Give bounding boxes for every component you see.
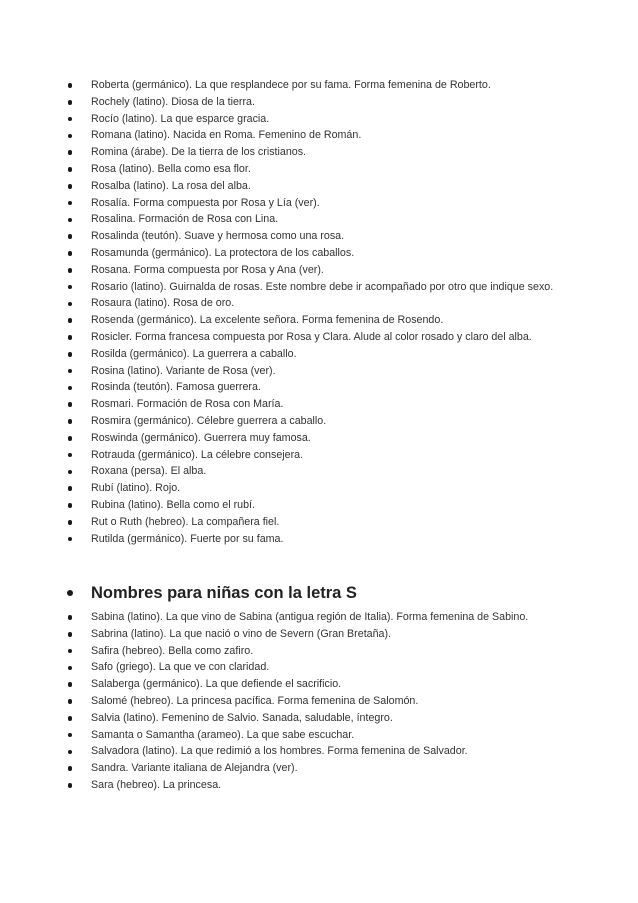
- bullet-icon: [64, 676, 91, 693]
- section-heading: [64, 580, 554, 606]
- list-item-text: Romana (latino). Nacida en Roma. Femenino de Román.: [91, 129, 362, 142]
- list-item-text: Roberta (germánico). La que resplandece por su fama. Forma femenina de Roberto.: [91, 79, 491, 91]
- list-item: [64, 94, 554, 111]
- list-item: [64, 295, 554, 312]
- bullet-icon: [64, 430, 91, 447]
- list-item-text: Romina (árabe). De la tierra de los cristianos.: [91, 146, 307, 159]
- list-item-text: Rosmira (germánico). Célebre guerrera a caballo.: [91, 414, 327, 427]
- list-item-text: Rosamunda (germánico). La protectora de los caballos.: [91, 246, 355, 259]
- bullet-icon: [64, 295, 91, 312]
- list-item: [64, 514, 554, 531]
- bullet-icon: [64, 144, 91, 161]
- list-item: [64, 643, 554, 660]
- list-item: [64, 144, 554, 161]
- list-item: [64, 228, 554, 245]
- list-item: [64, 531, 554, 548]
- list-item: [64, 161, 554, 178]
- list-item-text: Safo (griego). La que ve con claridad.: [91, 661, 270, 674]
- list-item: [64, 127, 554, 144]
- list-item: [64, 727, 554, 744]
- list-item-text: Rosmari. Formación de Rosa con María.: [91, 398, 284, 411]
- list-item: [64, 463, 554, 480]
- names-list-r: [64, 77, 554, 547]
- list-item: [64, 346, 554, 363]
- list-item-text: Rosalinda (teutón). Suave y hermosa como una rosa.: [91, 230, 345, 243]
- bullet-icon: [64, 514, 91, 531]
- bullet-icon: [64, 463, 91, 480]
- list-item-text: Sandra. Variante italiana de Alejandra (ver).: [91, 762, 298, 775]
- bullet-icon: [64, 111, 91, 128]
- list-item-text: Rosilda (germánico). La guerrera a caballo.: [91, 347, 297, 360]
- bullet-icon: [64, 195, 91, 212]
- bullet-icon: [64, 262, 91, 279]
- list-item-text: Roxana (persa). El alba.: [91, 465, 207, 478]
- list-item-text: Rosario (latino). Guirnalda de rosas. Este nombre debe ir acompañado por otro que indique sexo.: [91, 280, 554, 293]
- bullet-icon: [64, 710, 91, 727]
- bullet-icon: [64, 396, 91, 413]
- list-item-text: Rosinda (teutón). Famosa guerrera.: [91, 381, 261, 394]
- list-item-text: Sara (hebreo). La princesa.: [91, 778, 222, 791]
- bullet-icon: [64, 447, 91, 464]
- list-item-text: Sabrina (latino). La que nació o vino de Severn (Gran Bretaña).: [91, 627, 392, 640]
- list-item-text: Rubí (latino). Rojo.: [91, 482, 181, 495]
- bullet-icon: [64, 480, 91, 497]
- list-item-text: Rosalía. Forma compuesta por Rosa y Lía (ver).: [91, 196, 320, 209]
- list-item: [64, 676, 554, 693]
- list-item-text: Rosenda (germánico). La excelente señora. Forma femenina de Rosendo.: [91, 314, 444, 327]
- list-item: [64, 279, 554, 296]
- list-item: [64, 710, 554, 727]
- bullet-icon: [64, 760, 91, 777]
- bullet-icon: [64, 77, 91, 94]
- bullet-icon: [64, 727, 91, 744]
- list-item: [64, 659, 554, 676]
- list-item: [64, 743, 554, 760]
- list-item: [64, 195, 554, 212]
- list-item: [64, 693, 554, 710]
- bullet-icon: [64, 777, 91, 794]
- list-item-text: Salaberga (germánico). La que defiende el sacrificio.: [91, 678, 342, 691]
- bullet-icon: [64, 693, 91, 710]
- bullet-icon: [64, 228, 91, 245]
- bullet-icon: [64, 626, 91, 643]
- list-item: [64, 760, 554, 777]
- bullet-icon: [64, 178, 91, 195]
- bullet-icon: [64, 743, 91, 760]
- bullet-icon: [64, 609, 91, 626]
- list-item: [64, 609, 554, 626]
- bullet-icon: [64, 643, 91, 660]
- list-item-text: Salomé (hebreo). La princesa pacífica. Forma femenina de Salomón.: [91, 694, 419, 707]
- bullet-icon: [64, 580, 91, 606]
- bullet-icon: [64, 245, 91, 262]
- list-item-text: Rosaura (latino). Rosa de oro.: [91, 297, 235, 310]
- list-item-text: Rosalina. Formación de Rosa con Lina.: [91, 213, 279, 226]
- list-item-text: Rosalba (latino). La rosa del alba.: [91, 179, 251, 192]
- bullet-icon: [64, 279, 91, 296]
- bullet-icon: [64, 346, 91, 363]
- bullet-icon: [64, 312, 91, 329]
- list-item: [64, 626, 554, 643]
- list-item: [64, 312, 554, 329]
- list-item-text: Rosicler. Forma francesa compuesta por Rosa y Clara. Alude al color rosado y claro del alba.: [91, 330, 532, 343]
- list-item-text: Rubina (latino). Bella como el rubí.: [91, 498, 255, 511]
- list-item-text: Rosana. Forma compuesta por Rosa y Ana (ver).: [91, 263, 324, 276]
- bullet-icon: [64, 211, 91, 228]
- section-heading-text: Nombres para niñas con la letra S: [91, 584, 357, 602]
- list-item: [64, 211, 554, 228]
- list-item-text: Sabina (latino). La que vino de Sabina (antigua región de Italia). Forma femenina de Sabino.: [91, 611, 529, 623]
- bullet-icon: [64, 329, 91, 346]
- list-item: [64, 77, 554, 94]
- names-list-s: [64, 609, 554, 794]
- list-item: [64, 447, 554, 464]
- list-item-text: Rosina (latino). Variante de Rosa (ver).: [91, 364, 276, 377]
- list-item-text: Rutilda (germánico). Fuerte por su fama.: [91, 532, 284, 545]
- bullet-icon: [64, 363, 91, 380]
- list-item: [64, 396, 554, 413]
- list-item: [64, 111, 554, 128]
- list-item: [64, 178, 554, 195]
- bullet-icon: [64, 161, 91, 178]
- list-item-text: Samanta o Samantha (arameo). La que sabe escuchar.: [91, 728, 355, 741]
- list-item-text: Rut o Ruth (hebreo). La compañera fiel.: [91, 515, 280, 528]
- list-item: [64, 363, 554, 380]
- list-item: [64, 329, 554, 346]
- bullet-icon: [64, 379, 91, 396]
- list-item-text: Roswinda (germánico). Guerrera muy famosa.: [91, 431, 311, 444]
- bullet-icon: [64, 497, 91, 514]
- bullet-icon: [64, 127, 91, 144]
- bullet-icon: [64, 94, 91, 111]
- list-item: [64, 777, 554, 794]
- list-item: [64, 413, 554, 430]
- list-item-text: Salvadora (latino). La que redimió a los hombres. Forma femenina de Salvador.: [91, 745, 468, 758]
- list-item-text: Rotrauda (germánico). La célebre consejera.: [91, 448, 304, 461]
- list-item-text: Rosa (latino). Bella como esa flor.: [91, 162, 251, 175]
- list-item-text: Rochely (latino). Diosa de la tierra.: [91, 95, 255, 108]
- list-item-text: Salvia (latino). Femenino de Salvio. Sanada, saludable, íntegro.: [91, 711, 393, 724]
- list-item-text: Rocío (latino). La que esparce gracia.: [91, 112, 270, 125]
- list-item: [64, 262, 554, 279]
- list-item-text: Safira (hebreo). Bella como zafiro.: [91, 644, 254, 657]
- bullet-icon: [64, 531, 91, 548]
- list-item: [64, 497, 554, 514]
- list-item: [64, 430, 554, 447]
- bullet-icon: [64, 659, 91, 676]
- list-item: [64, 379, 554, 396]
- bullet-icon: [64, 413, 91, 430]
- list-item: [64, 245, 554, 262]
- list-item: [64, 480, 554, 497]
